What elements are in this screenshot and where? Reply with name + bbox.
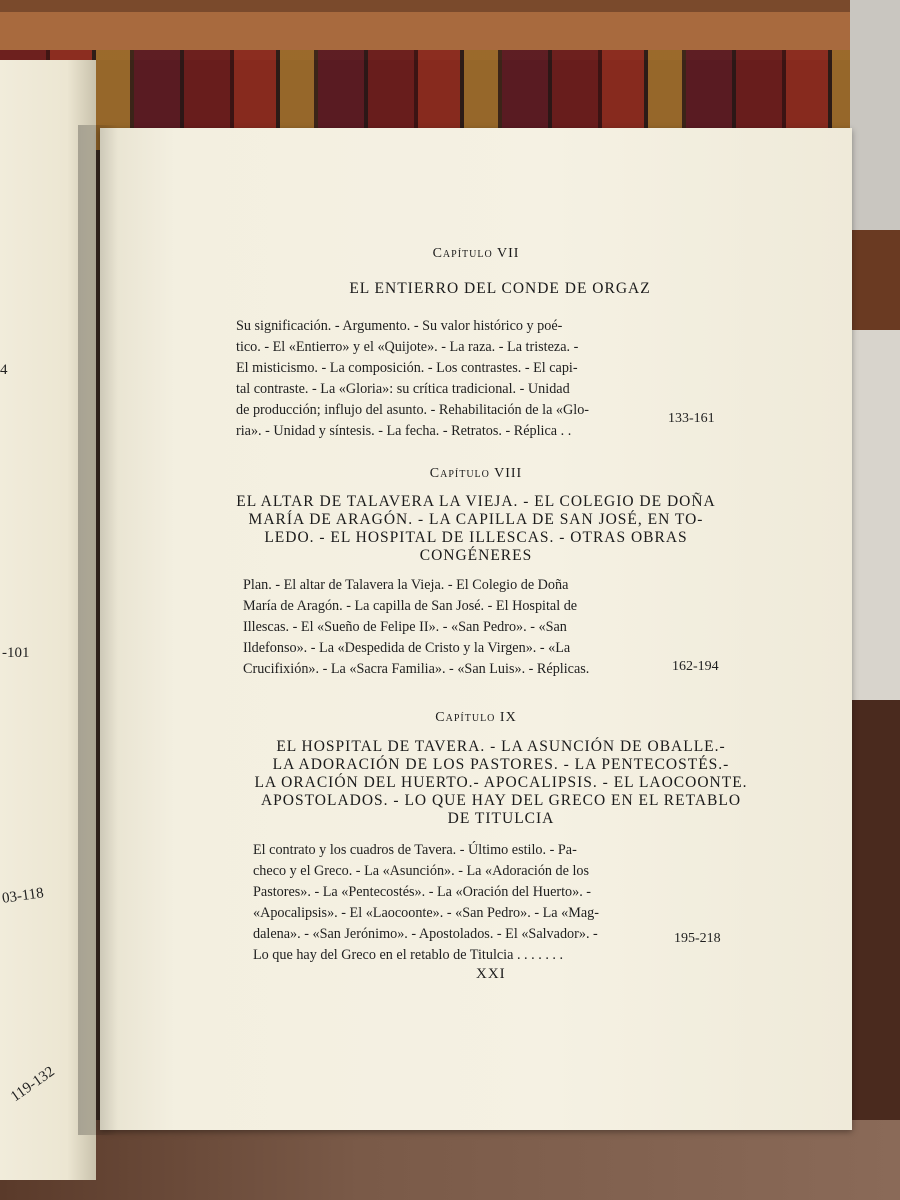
chapter-title xyxy=(240,280,760,298)
left-page-number: -101 xyxy=(2,645,30,661)
summary-line: «Apocalipsis». - El «Laocoonte». - «San Pedro». - La «Mag- xyxy=(253,905,599,921)
chapter-label xyxy=(100,710,852,726)
summary-line: Pastores». - La «Pentecostés». - La «Oración del Huerto». - xyxy=(253,884,592,900)
title-line: DE TITULCIA xyxy=(447,810,555,827)
page-range: 133-161 xyxy=(668,411,715,426)
chapter-summary xyxy=(243,575,658,680)
chapter-title xyxy=(226,493,726,565)
chapter-label-text: Capítulo IX xyxy=(435,710,517,725)
chapter-label-text: Capítulo VIII xyxy=(429,466,523,481)
chapter-label xyxy=(100,246,852,262)
right-background xyxy=(850,0,900,1200)
chapter-title xyxy=(246,738,756,828)
summary-line: tico. - El «Entierro» y el «Quijote». - La raza. - La tristeza. - xyxy=(236,339,579,355)
left-page-number: 4 xyxy=(0,362,8,378)
title-line: LA ADORACIÓN DE LOS PASTORES. - LA PENTECOSTÉS.- xyxy=(272,756,730,773)
title-line: LEDO. - EL HOSPITAL DE ILLESCAS. - OTRAS OBRAS xyxy=(264,529,688,546)
chapter-summary xyxy=(253,840,658,966)
table-surface xyxy=(0,1120,900,1200)
title-line: MARÍA DE ARAGÓN. - LA CAPILLA DE SAN JOSÉ, EN TO- xyxy=(248,511,704,528)
summary-line: Lo que hay del Greco en el retablo de Titulcia . . . . . . . xyxy=(253,947,564,963)
summary-line: Crucifixión». - La «Sacra Familia». - «San Luis». - Réplicas. xyxy=(243,661,590,677)
title-line: APOSTOLADOS. - LO QUE HAY DEL GRECO EN EL RETABLO xyxy=(260,792,742,809)
summary-line: de producción; influjo del asunto. - Rehabilitación de la «Glo- xyxy=(236,402,590,418)
page-range: 195-218 xyxy=(674,931,721,946)
page-range: 162-194 xyxy=(672,659,719,674)
title-line: LA ORACIÓN DEL HUERTO.- APOCALIPSIS. - EL LAOCOONTE. xyxy=(254,774,748,791)
title-line: EL ALTAR DE TALAVERA LA VIEJA. - EL COLEGIO DE DOÑA xyxy=(236,493,716,510)
summary-line: dalena». - «San Jerónimo». - Apostolados. - El «Salvador». - xyxy=(253,926,598,942)
page-folio: XXI xyxy=(476,966,506,982)
title-line: EL ENTIERRO DEL CONDE DE ORGAZ xyxy=(349,280,651,297)
summary-line: Illescas. - El «Sueño de Felipe II». - «San Pedro». - «San xyxy=(243,619,567,635)
summary-line: El contrato y los cuadros de Tavera. - Último estilo. - Pa- xyxy=(253,842,577,858)
summary-line: ria». - Unidad y síntesis. - La fecha. - Retratos. - Réplica . . xyxy=(236,423,572,439)
summary-line: tal contraste. - La «Gloria»: su crítica tradicional. - Unidad xyxy=(236,381,570,397)
page-gutter-shadow xyxy=(78,125,118,1135)
summary-line: checo y el Greco. - La «Asunción». - La «Adoración de los xyxy=(253,863,590,879)
summary-line: María de Aragón. - La capilla de San José. - El Hospital de xyxy=(243,598,578,614)
summary-line: El misticismo. - La composición. - Los contrastes. - El capi- xyxy=(236,360,578,376)
title-line: CONGÉNERES xyxy=(419,547,533,564)
right-page xyxy=(100,128,852,1130)
chapter-summary xyxy=(236,316,651,442)
chapter-label xyxy=(100,466,852,482)
summary-line: Ildefonso». - La «Despedida de Cristo y la Virgen». - «La xyxy=(243,640,571,656)
summary-line: Plan. - El altar de Talavera la Vieja. - El Colegio de Doña xyxy=(243,577,569,593)
chapter-label-text: Capítulo VII xyxy=(432,246,520,261)
title-line: EL HOSPITAL DE TAVERA. - LA ASUNCIÓN DE OBALLE.- xyxy=(276,738,726,755)
summary-line: Su significación. - Argumento. - Su valor histórico y poé- xyxy=(236,318,563,334)
left-page-number: 03-118 xyxy=(1,885,45,907)
left-page-number: 119-132 xyxy=(8,1063,58,1106)
